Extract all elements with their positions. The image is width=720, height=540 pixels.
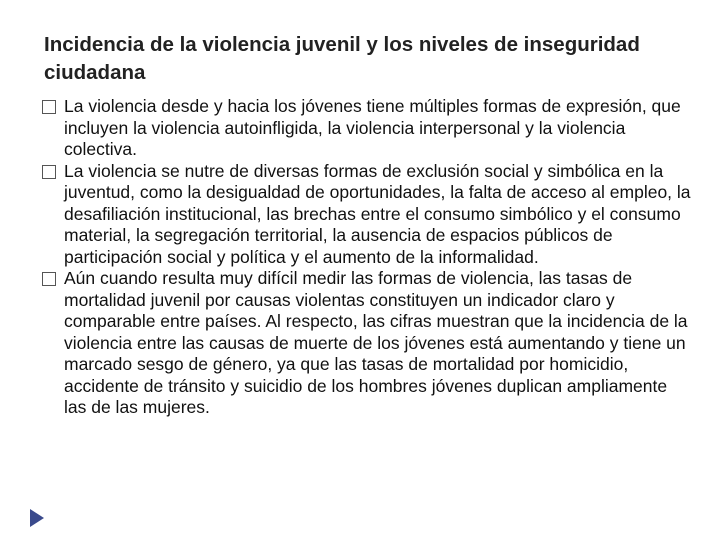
bullet-text: La violencia se nutre de diversas formas de exclusión social y simbólica en la juventud, como la desigualdad de oportunidades, la falta de acceso al empleo, la desafiliación institucional, las brechas entre el consumo simbólico y el consumo material, la segregación territorial, la ausencia de espacios públicos de participación social y política y el aumento de la informalidad. [64,160,691,267]
square-bullet-icon [42,165,56,179]
bullet-list [42,96,692,419]
arrow-shape [30,509,44,527]
bullet-item [42,96,692,161]
bullet-text: La violencia desde y hacia los jóvenes tiene múltiples formas de expresión, que incluyen la violencia autoinfligida, la violencia interpersonal y la violencia colectiva. [64,96,681,159]
square-bullet-icon [42,100,56,114]
bullet-item [42,268,692,419]
slide-title: Incidencia de la violencia juvenil y los niveles de inseguridad ciudadana [44,32,640,84]
bullet-item [42,161,692,269]
square-bullet-icon [42,272,56,286]
triangle-arrow-icon[interactable] [26,507,46,529]
bullet-text: Aún cuando resulta muy difícil medir las formas de violencia, las tasas de mortalidad juvenil por causas violentas constituyen un indicador claro y comparable entre países. Al respecto, las cifras muestran que la incidencia de la violencia entre las causas de muerte de los jóvenes está aumentando y tiene un marcado sesgo de género, ya que las tasas de mortalidad por homicidio, accidente de tránsito y suicidio de los hombres jóvenes duplican ampliamente las de las mujeres. [64,268,688,417]
